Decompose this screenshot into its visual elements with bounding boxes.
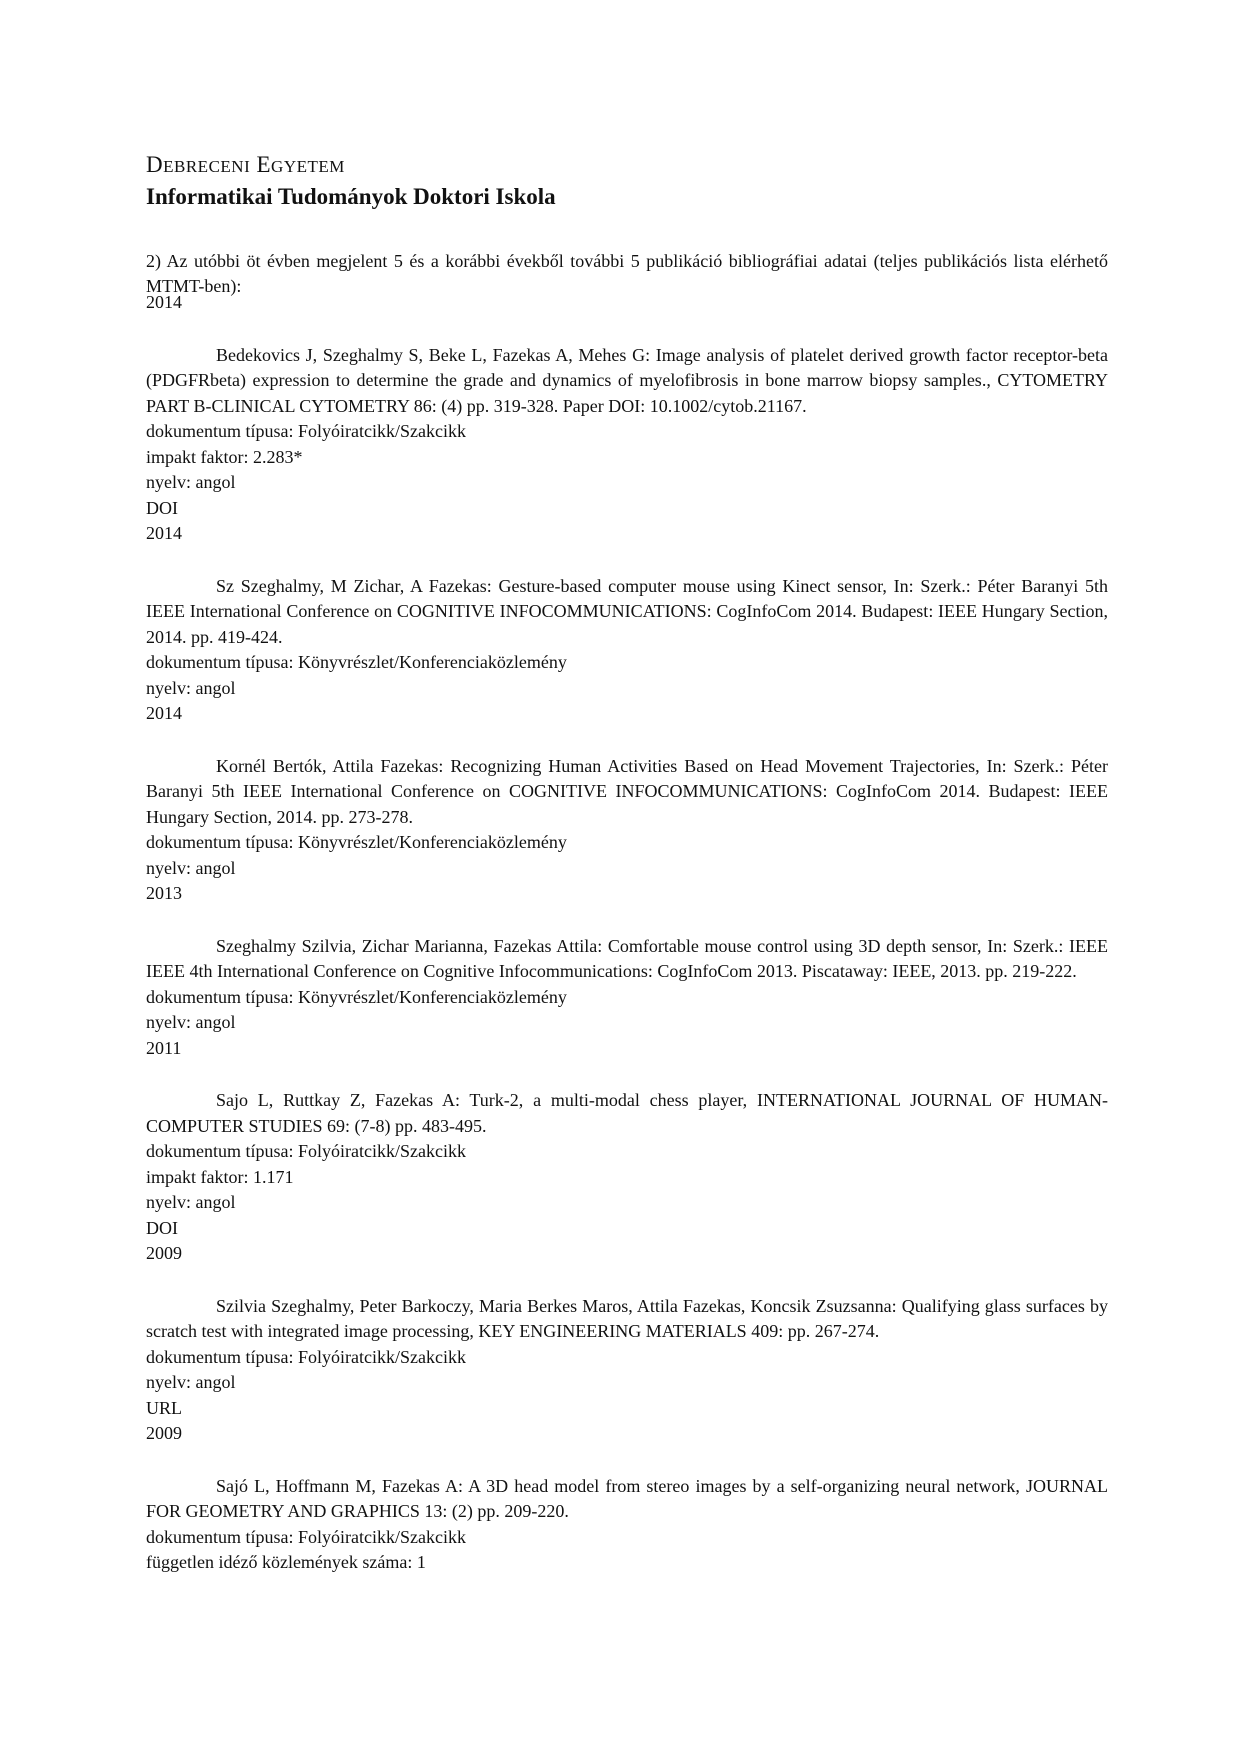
publication-citation: Bedekovics J, Szeghalmy S, Beke L, Fazekas A, Mehes G: Image analysis of platelet derived growth factor receptor-beta (PDGFRbeta) expression to determine the grade and dynamics of myelofibrosis in bone marrow biopsy samples., CYTOMETRY PART B-CLINICAL CYTOMETRY 86: (4) pp. 319-328. Paper DOI: 10.1002/cytob.21167. (146, 344, 1108, 416)
publication-meta-line: dokumentum típusa: Könyvrészlet/Konferenciaközlemény (146, 986, 567, 1007)
publication-year: 2009 (146, 1243, 182, 1263)
publication-citation: Szeghalmy Szilvia, Zichar Marianna, Fazekas Attila: Comfortable mouse control using 3D depth sensor, In: Szerk.: IEEE IEEE 4th International Conference on Cognitive Infocommunications: CogInfoCom 2013. Piscataway: IEEE, 2013. pp. 219-222. (146, 935, 1108, 981)
publication-citation: Sz Szeghalmy, M Zichar, A Fazekas: Gesture-based computer mouse using Kinect sensor, In: Szerk.: Péter Baranyi 5th IEEE International Conference on COGNITIVE INFOCOMMUNICATIONS: CogInfoCom 2014. Budapest: IEEE Hungary Section, 2014. pp. 419-424. (146, 575, 1108, 647)
publication-meta-line: dokumentum típusa: Folyóiratcikk/Szakcikk (146, 1346, 466, 1367)
publication-citation: Sajó L, Hoffmann M, Fazekas A: A 3D head model from stereo images by a self-organizing neural network, JOURNAL FOR GEOMETRY AND GRAPHICS 13: (2) pp. 209-220. (146, 1475, 1108, 1521)
page-header (146, 150, 556, 212)
publication-entries (146, 343, 1108, 1576)
publication-meta-line: nyelv: angol (146, 857, 236, 878)
publication-entry (146, 574, 1108, 727)
publication-citation: Kornél Bertók, Attila Fazekas: Recognizing Human Activities Based on Head Movement Trajectories, In: Szerk.: Péter Baranyi 5th IEEE International Conference on COGNITIVE INFOCOMMUNICATIONS: CogInfoCom 2014. Budapest: IEEE Hungary Section, 2014. pp. 273-278. (146, 755, 1108, 827)
publication-entry (146, 1474, 1108, 1576)
publication-meta-line: impakt faktor: 1.171 (146, 1166, 294, 1187)
publication-meta-line: URL (146, 1397, 182, 1418)
publication-meta-line: független idéző közlemények száma: 1 (146, 1552, 426, 1572)
publication-meta-line: impakt faktor: 2.283* (146, 446, 303, 467)
intro-paragraph: 2) Az utóbbi öt évben megjelent 5 és a korábbi évekből további 5 publikáció bibliográfiai adatai (teljes publikációs lista elérhető MTMT-ben): (146, 251, 1108, 296)
publication-entry (146, 1294, 1108, 1447)
institution-rest-2: GYETEM (271, 157, 345, 176)
institution-initial-1: D (146, 152, 164, 177)
publication-meta-line: DOI (146, 497, 178, 518)
publication-meta-line: dokumentum típusa: Könyvrészlet/Konferenciaközlemény (146, 832, 567, 852)
publication-year: 2014 (146, 292, 182, 312)
publication-meta-line: dokumentum típusa: Folyóiratcikk/Szakcikk (146, 421, 466, 441)
publication-meta-line: nyelv: angol (146, 472, 236, 492)
publication-entry (146, 754, 1108, 907)
publication-meta-line: nyelv: angol (146, 1372, 236, 1392)
institution-name (146, 150, 556, 182)
publication-citation: Sajo L, Ruttkay Z, Fazekas A: Turk-2, a multi-modal chess player, INTERNATIONAL JOURNAL OF HUMAN-COMPUTER STUDIES 69: (7-8) pp. 483-495. (146, 1090, 1108, 1136)
publication-meta-line: dokumentum típusa: Folyóiratcikk/Szakcikk (146, 1526, 466, 1547)
publication-meta-line: nyelv: angol (146, 677, 236, 698)
institution-rest-1: EBRECENI (163, 157, 251, 176)
publication-list (146, 290, 1108, 1576)
publication-citation: Szilvia Szeghalmy, Peter Barkoczy, Maria Berkes Maros, Attila Fazekas, Koncsik Zsuzsanna: Qualifying glass surfaces by scratch test with integrated image processing, KEY ENGINEERING MATERIALS 409: pp. 267-274. (146, 1295, 1108, 1341)
publication-year: 2011 (146, 1037, 182, 1058)
publication-meta-line: nyelv: angol (146, 1012, 236, 1032)
publication-entry (146, 934, 1108, 1062)
institution-initial-2: E (256, 152, 272, 177)
publication-meta-line: nyelv: angol (146, 1192, 236, 1212)
doctoral-school-name: Informatikai Tudományok Doktori Iskola (146, 184, 556, 209)
publication-year: 2009 (146, 1423, 182, 1443)
publication-year: 2013 (146, 883, 182, 903)
publication-meta-line: DOI (146, 1217, 178, 1238)
publication-meta-line: dokumentum típusa: Könyvrészlet/Konferenciaközlemény (146, 652, 567, 672)
publication-year: 2014 (146, 703, 182, 723)
publication-entry (146, 1088, 1108, 1267)
publication-meta-line: dokumentum típusa: Folyóiratcikk/Szakcikk (146, 1141, 466, 1161)
publication-entry (146, 343, 1108, 547)
publication-year: 2014 (146, 523, 182, 543)
